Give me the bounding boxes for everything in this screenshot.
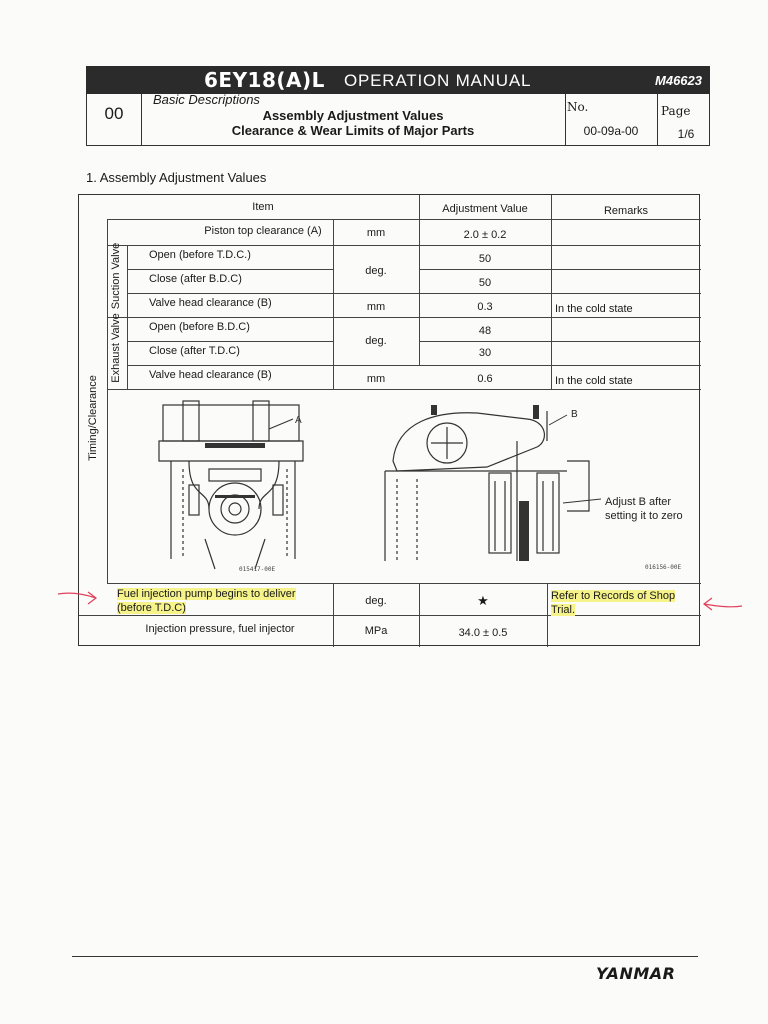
group-exhaust-label: Exhaust Valve (110, 313, 122, 383)
row-unit: mm (366, 301, 386, 313)
fuel-remarks-line-2: Trial. (551, 604, 576, 616)
row-value: 50 (478, 277, 492, 289)
row-item: Open (before B.D.C) (149, 321, 250, 333)
row-value: 30 (478, 347, 492, 359)
group-timing-label: Timing/Clearance (87, 375, 99, 461)
row-value: 0.6 (477, 373, 493, 385)
fuel-row-value: ★ (477, 593, 489, 608)
brand-logo: YANMAR (596, 964, 676, 983)
row-value: 0.3 (477, 301, 493, 313)
row-item: Valve head clearance (B) (149, 369, 272, 381)
adjustment-table (78, 194, 700, 646)
injection-row-item: Injection pressure, fuel injector (145, 623, 295, 635)
title-line-1: Assembly Adjustment Values (262, 108, 444, 123)
figure-code-right: 016156-00E (645, 564, 682, 571)
row-unit: mm (366, 227, 386, 239)
fuel-item-line-1: Fuel injection pump begins to deliver (117, 588, 296, 600)
row-value: 50 (478, 253, 492, 265)
document-code: M46623 (655, 73, 702, 88)
fuel-row-item (117, 587, 296, 615)
valve-clearance-figure (377, 401, 695, 577)
category-label: Basic Descriptions (153, 92, 260, 107)
model-name: 6EY18(A)L (204, 68, 325, 92)
piston-clearance-figure (149, 399, 319, 575)
section-number: 00 (104, 104, 124, 123)
title-line-2: Clearance & Wear Limits of Major Parts (231, 123, 475, 138)
right-annotation-arrow-icon (700, 596, 744, 616)
row-unit: deg. (365, 265, 387, 277)
header-bar (86, 66, 710, 94)
row-remarks: In the cold state (555, 303, 633, 315)
section-title: 1. Assembly Adjustment Values (86, 170, 267, 185)
figure-label-a: A (295, 415, 302, 426)
injection-row-value: 34.0 ± 0.5 (458, 627, 508, 639)
header-adjustment-value: Adjustment Value (442, 203, 528, 215)
figure-label-b: B (571, 409, 578, 420)
left-annotation-arrow-icon (56, 588, 100, 608)
adjust-note-line-2: setting it to zero (605, 510, 683, 522)
row-unit: deg. (365, 335, 387, 347)
row-remarks: In the cold state (555, 375, 633, 387)
adjust-note-line-1: Adjust B after (605, 496, 672, 508)
fuel-row-remarks (551, 589, 675, 617)
number-value: 00-09a-00 (583, 124, 639, 138)
row-value: 2.0 ± 0.2 (463, 229, 507, 241)
figure-code-left: 015417-00E (239, 566, 276, 573)
row-value: 48 (478, 325, 492, 337)
page-label: Page (661, 104, 691, 118)
injection-row-unit: MPa (364, 625, 388, 637)
header-info-box (86, 94, 710, 146)
fuel-item-line-2: (before T.D.C) (117, 602, 186, 614)
row-item: Close (after T.D.C) (149, 345, 240, 357)
header-item: Item (252, 201, 274, 213)
row-item: Valve head clearance (B) (149, 297, 272, 309)
header-remarks: Remarks (603, 205, 648, 217)
page-value: 1/6 (677, 127, 695, 141)
row-unit: mm (366, 373, 386, 385)
fuel-remarks-line-1: Refer to Records of Shop (551, 590, 676, 602)
row-item: Close (after B.D.C) (149, 273, 242, 285)
manual-title: OPERATION MANUAL (344, 71, 532, 90)
row-item: Piston top clearance (A) (204, 225, 322, 237)
group-suction-label: Suction Valve (110, 242, 122, 310)
row-item: Open (before T.D.C.) (149, 249, 251, 261)
fuel-row-unit: deg. (365, 595, 387, 607)
footer-rule (72, 956, 698, 957)
number-label: No. (567, 100, 589, 114)
